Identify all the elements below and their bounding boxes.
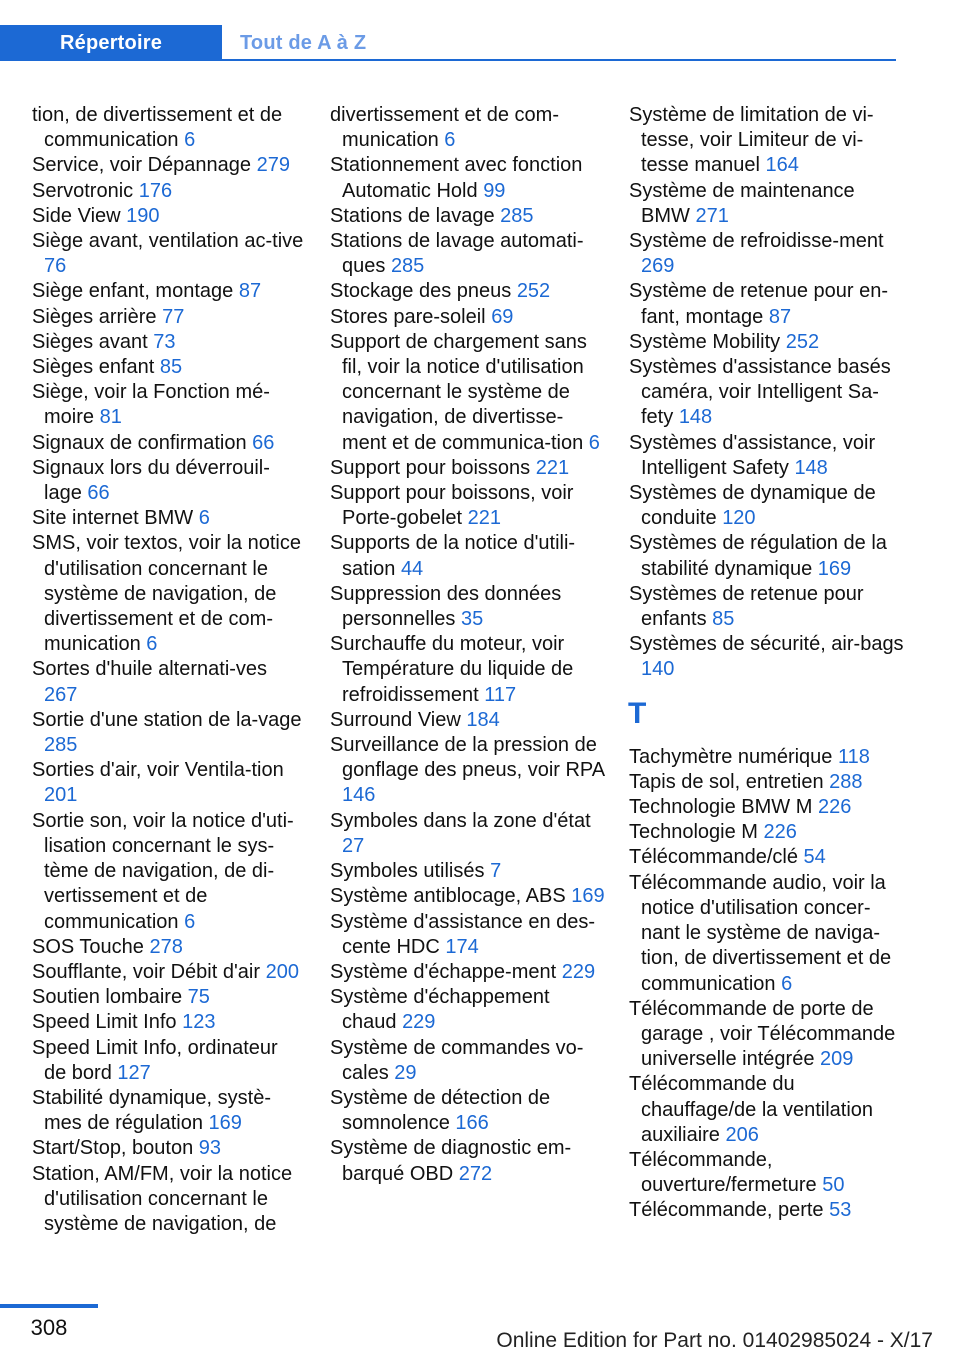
entry-text: Système de maintenance BMW [629, 179, 855, 227]
page-link[interactable]: 226 [763, 821, 797, 844]
entry-text: Surveillance de la pression de gonflage des pneus, voir RPA [330, 734, 605, 782]
index-entry [32, 935, 304, 960]
index-entry [32, 380, 304, 430]
entry-text: Système de commandes vo‐cales [330, 1036, 584, 1084]
entry-text: Supports de la notice d'utili‐sation [330, 532, 576, 580]
page-link[interactable]: 118 [838, 745, 870, 768]
index-entry [330, 985, 605, 1035]
index-entry [32, 1010, 304, 1035]
page-link[interactable]: 87 [238, 280, 262, 303]
page-link[interactable]: 87 [768, 305, 792, 328]
entry-text: Speed Limit Info, ordinateur de bord [32, 1036, 278, 1084]
page-link[interactable]: 53 [829, 1199, 852, 1222]
entry-text: Stations de lavage [330, 204, 495, 227]
page-link[interactable]: 93 [198, 1137, 222, 1160]
index-entry [629, 820, 904, 845]
page-link[interactable]: 279 [256, 154, 290, 177]
page-link[interactable]: 76 [44, 255, 67, 278]
entry-text: Start/Stop, bouton [32, 1137, 194, 1160]
entry-text: Siège enfant, montage [32, 280, 234, 303]
page-link[interactable]: 140 [641, 658, 675, 681]
entry-text: Technologie BMW M [629, 796, 813, 819]
index-entry [629, 1198, 904, 1223]
entry-text: Sortie d'une station de la‐vage [32, 708, 302, 731]
entry-text: Side View [32, 204, 121, 227]
page-link[interactable]: 201 [44, 784, 78, 807]
index-entry [32, 1162, 304, 1238]
index-entry [32, 229, 304, 279]
page-link[interactable]: 269 [641, 255, 675, 278]
entry-text: SOS Touche [32, 935, 144, 958]
entry-text: Stores pare-soleil [330, 305, 486, 328]
entry-text: Système d'échappement chaud [330, 986, 550, 1034]
index-entry [330, 531, 605, 581]
index-entry [32, 153, 304, 178]
page-link[interactable]: 252 [516, 280, 551, 303]
page-number-bar [0, 1304, 98, 1308]
entry-text: Système de limitation de vi‐tesse, voir Limiteur de vi‐tesse manuel [629, 104, 874, 177]
page-link[interactable]: 190 [126, 204, 160, 227]
entry-text: Stockage des pneus [330, 280, 512, 303]
page-link[interactable]: 117 [484, 683, 517, 706]
entry-text: Sorties d'air, voir Ventila‐tion [32, 759, 284, 782]
page-link[interactable]: 35 [460, 608, 484, 631]
index-entry [629, 845, 904, 870]
entry-text: Siège, voir la Fonction mé‐moire [32, 381, 270, 429]
entry-text: Surround View [330, 708, 461, 731]
index-entry [629, 531, 904, 581]
entry-text: Technologie M [629, 821, 758, 844]
entry-text: Symboles dans la zone d'état [330, 809, 591, 832]
index-entry [629, 431, 904, 481]
index-entry [32, 179, 304, 204]
footer-edition: Online Edition for Part no. 01402985024 - X/17 [496, 1329, 933, 1352]
page-link[interactable]: 54 [803, 846, 826, 869]
index-entry [32, 355, 304, 380]
entry-text: Stations de lavage automati‐ques [330, 230, 584, 278]
page-link[interactable]: 271 [695, 204, 729, 227]
index-entry [330, 910, 605, 960]
entry-text: divertissement et de com‐munication [330, 104, 559, 152]
index-entry [32, 960, 304, 985]
index-entry [629, 103, 904, 179]
entry-text: tion, de divertissement et de communication [32, 104, 283, 152]
index-entry [330, 305, 605, 330]
index-entry [330, 632, 605, 708]
entry-text: Télécommande, ouverture/fermeture [629, 1148, 817, 1197]
entry-text: Site internet BMW [32, 507, 194, 530]
page-link[interactable]: 77 [162, 305, 185, 328]
page-link[interactable]: 288 [829, 770, 863, 793]
entry-text: Support pour boissons [330, 456, 531, 479]
tab-tout-de-a-a-z[interactable]: Tout de A à Z [240, 31, 367, 54]
index-entry [330, 204, 605, 229]
index-entry [330, 330, 605, 456]
index-entry [32, 708, 304, 758]
index-entry [629, 1148, 904, 1198]
page-link[interactable]: 285 [44, 734, 78, 757]
entry-text: Télécommande, perte [629, 1199, 824, 1222]
entry-text: Siège avant, ventilation ac‐tive [32, 230, 304, 253]
entry-text: SMS, voir textos, voir la notice d'utilisation concernant le système de navigation, de divertissement et de com‐munication [32, 532, 301, 656]
index-entry [330, 733, 605, 809]
page-link[interactable]: 73 [153, 330, 176, 353]
page-link[interactable]: 6 [146, 633, 158, 656]
page-link[interactable]: 6 [184, 129, 196, 152]
page-link[interactable]: 127 [117, 1061, 151, 1084]
index-entry [629, 632, 904, 682]
page-link[interactable]: 278 [149, 935, 183, 958]
index-entry [629, 770, 904, 795]
entry-text: Sièges arrière [32, 305, 157, 328]
page-link[interactable]: 164 [765, 154, 799, 177]
page-link[interactable]: 44 [400, 557, 424, 580]
index-entry [32, 758, 304, 808]
page-link[interactable]: 146 [342, 784, 376, 807]
entry-text: Télécommande/clé [629, 846, 798, 869]
page-link[interactable]: 267 [44, 683, 78, 706]
header-tabs [0, 25, 366, 61]
index-entry [330, 229, 605, 279]
page-link[interactable]: 66 [87, 482, 110, 505]
index-entry [32, 431, 304, 456]
index-entry [629, 582, 904, 632]
index-entry [629, 745, 904, 770]
entry-text: Suppression des données personnelles [330, 582, 562, 631]
index-entry [629, 871, 904, 997]
page-link[interactable]: 6 [198, 507, 210, 530]
index-column-2 [330, 103, 605, 1187]
entry-text: Stationnement avec fonction Automatic Hold [330, 154, 583, 202]
page-link[interactable]: 7 [490, 860, 502, 883]
entry-text: Systèmes de dynamique de conduite [629, 482, 876, 530]
page-link[interactable]: 123 [182, 1011, 216, 1034]
entry-text: Système Mobility [629, 330, 781, 353]
page-link[interactable]: 6 [781, 972, 793, 995]
page-link[interactable]: 85 [712, 608, 735, 631]
page-link[interactable]: 200 [265, 960, 299, 983]
page-link[interactable]: 75 [187, 986, 210, 1009]
page-link[interactable]: 229 [402, 1011, 436, 1034]
index-entry [32, 456, 304, 506]
page-link[interactable]: 174 [445, 935, 479, 958]
page-link[interactable]: 184 [466, 708, 500, 731]
entry-text: Système de diagnostic em‐barqué OBD [330, 1137, 572, 1185]
entry-text: Systèmes de sécurité, air‐bags [629, 633, 904, 656]
entry-text: Sortes d'huile alternati‐ves [32, 658, 268, 681]
entry-text: Sièges avant [32, 330, 148, 353]
entry-text: Sièges enfant [32, 356, 155, 379]
page-link[interactable]: 206 [725, 1123, 759, 1146]
entry-text: Système d'assistance en des‐cente HDC [330, 910, 596, 958]
index-entry [32, 657, 304, 707]
index-entry [32, 279, 304, 304]
index-entry [629, 997, 904, 1073]
entry-text: Système d'échappe‐ment [330, 960, 557, 983]
index-entry [629, 179, 904, 229]
page-link[interactable]: 176 [138, 179, 173, 202]
page-link[interactable]: 285 [390, 255, 425, 278]
index-entry [32, 330, 304, 355]
entry-text: Télécommande de porte de garage , voir Télécommande universelle intégrée [629, 997, 896, 1071]
page-link[interactable]: 166 [455, 1112, 489, 1135]
page-link[interactable]: 120 [722, 507, 756, 530]
index-entry [629, 279, 904, 329]
index-entry [32, 506, 304, 531]
tab-repertoire[interactable]: Répertoire [0, 25, 222, 61]
page-link[interactable]: 6 [184, 910, 196, 933]
header-rule [222, 59, 896, 61]
page-link[interactable]: 252 [785, 330, 820, 353]
entry-text: Système antiblocage, ABS [330, 885, 566, 908]
index-entry [330, 1086, 605, 1136]
entry-text: Tachymètre numérique [629, 745, 833, 768]
entry-text: Systèmes d'assistance basés caméra, voir Intelligent Sa‐fety [629, 356, 891, 429]
entry-text: Soufflante, voir Débit d'air [32, 960, 261, 983]
page-link[interactable]: 69 [491, 305, 514, 328]
index-entry [629, 355, 904, 431]
index-entry [330, 708, 605, 733]
entry-text: Stabilité dynamique, systè‐mes de régulation [32, 1086, 272, 1135]
index-entry [629, 481, 904, 531]
page-link[interactable]: 99 [483, 179, 506, 202]
index-entry [330, 884, 605, 909]
index-entry [32, 1036, 304, 1086]
index-entry [330, 859, 605, 884]
page-link[interactable]: 272 [458, 1162, 493, 1185]
page-link[interactable]: 6 [444, 129, 456, 152]
page-link[interactable]: 169 [208, 1112, 242, 1135]
entry-text: Symboles utilisés [330, 860, 485, 883]
page-link[interactable]: 221 [467, 507, 502, 530]
entry-text: Signaux de confirmation [32, 431, 247, 454]
entry-text: Sortie son, voir la notice d'uti‐lisation concernant le sys‐tème de navigation, de di‐vertissement et de communication [32, 809, 294, 933]
index-entry [629, 229, 904, 279]
index-entry [32, 305, 304, 330]
page-link[interactable]: 6 [588, 431, 600, 454]
index-column-3 [629, 103, 904, 1224]
entry-text: Systèmes de régulation de la stabilité dynamique [629, 532, 887, 580]
page-link[interactable]: 29 [394, 1061, 417, 1084]
index-entry [629, 795, 904, 820]
entry-text: Systèmes de retenue pour enfants [629, 582, 864, 631]
index-entry [32, 103, 304, 153]
entry-text: Système de détection de somnolence [330, 1086, 551, 1135]
entry-text: Support pour boissons, voir Porte-gobelet [330, 482, 574, 530]
entry-text: Télécommande du chauffage/de la ventilation auxiliaire [629, 1073, 874, 1146]
entry-text: Servotronic [32, 179, 134, 202]
page-link[interactable]: 50 [822, 1174, 845, 1197]
index-entry [32, 809, 304, 935]
page-link[interactable]: 85 [159, 356, 183, 379]
index-letter-heading: T [628, 696, 647, 730]
index-column-1 [32, 103, 304, 1237]
page-link[interactable]: 229 [561, 960, 596, 983]
entry-text: Support de chargement sans fil, voir la notice d'utilisation concernant le système de navigation, de divertisse‐ment et de communica‐tion [330, 330, 587, 454]
index-entry [330, 582, 605, 632]
entry-text: Soutien lombaire [32, 986, 183, 1009]
index-entry [629, 330, 904, 355]
entry-text: Speed Limit Info [32, 1011, 177, 1034]
page-link[interactable]: 148 [794, 456, 828, 479]
entry-text: Système de refroidisse‐ment [629, 230, 884, 253]
index-entry [330, 481, 605, 531]
page-link[interactable]: 221 [535, 456, 570, 479]
index-entry [32, 531, 304, 657]
index-entry [330, 456, 605, 481]
index-entry [32, 204, 304, 229]
page-link[interactable]: 81 [99, 406, 122, 429]
index-entry [330, 960, 605, 985]
page-link[interactable]: 209 [820, 1048, 854, 1071]
page-link[interactable]: 148 [678, 406, 713, 429]
page-link[interactable]: 169 [571, 885, 605, 908]
entry-text: Surchauffe du moteur, voir Température du liquide de refroidissement [330, 633, 574, 706]
index-entry [330, 153, 605, 203]
page-link[interactable]: 285 [500, 204, 534, 227]
index-entry [330, 103, 605, 153]
entry-text: Systèmes d'assistance, voir Intelligent Safety [629, 431, 876, 479]
entry-text: Télécommande audio, voir la notice d'utilisation concer‐nant le système de naviga‐tion, de divertissement et de communication [629, 871, 892, 995]
index-entry [330, 279, 605, 304]
index-entry [629, 1072, 904, 1148]
index-entry [32, 1136, 304, 1161]
index-entry [330, 1036, 605, 1086]
index-entry [32, 985, 304, 1010]
page-link[interactable]: 27 [342, 834, 365, 857]
page-link[interactable]: 226 [817, 796, 852, 819]
index-entry [330, 1136, 605, 1186]
index-entry [32, 1086, 304, 1136]
index-entry [330, 809, 605, 859]
entry-text: Station, AM/FM, voir la notice d'utilisation concernant le système de navigation, de [32, 1162, 293, 1235]
entry-text: Signaux lors du déverrouil‐lage [32, 456, 270, 505]
entry-text: Tapis de sol, entretien [629, 770, 824, 793]
entry-text: Service, voir Dépannage [32, 154, 252, 177]
page-number: 308 [30, 1315, 68, 1340]
entry-text: Système de retenue pour en‐fant, montage [629, 280, 889, 328]
page-link[interactable]: 66 [252, 431, 275, 454]
page-link[interactable]: 169 [817, 557, 852, 580]
